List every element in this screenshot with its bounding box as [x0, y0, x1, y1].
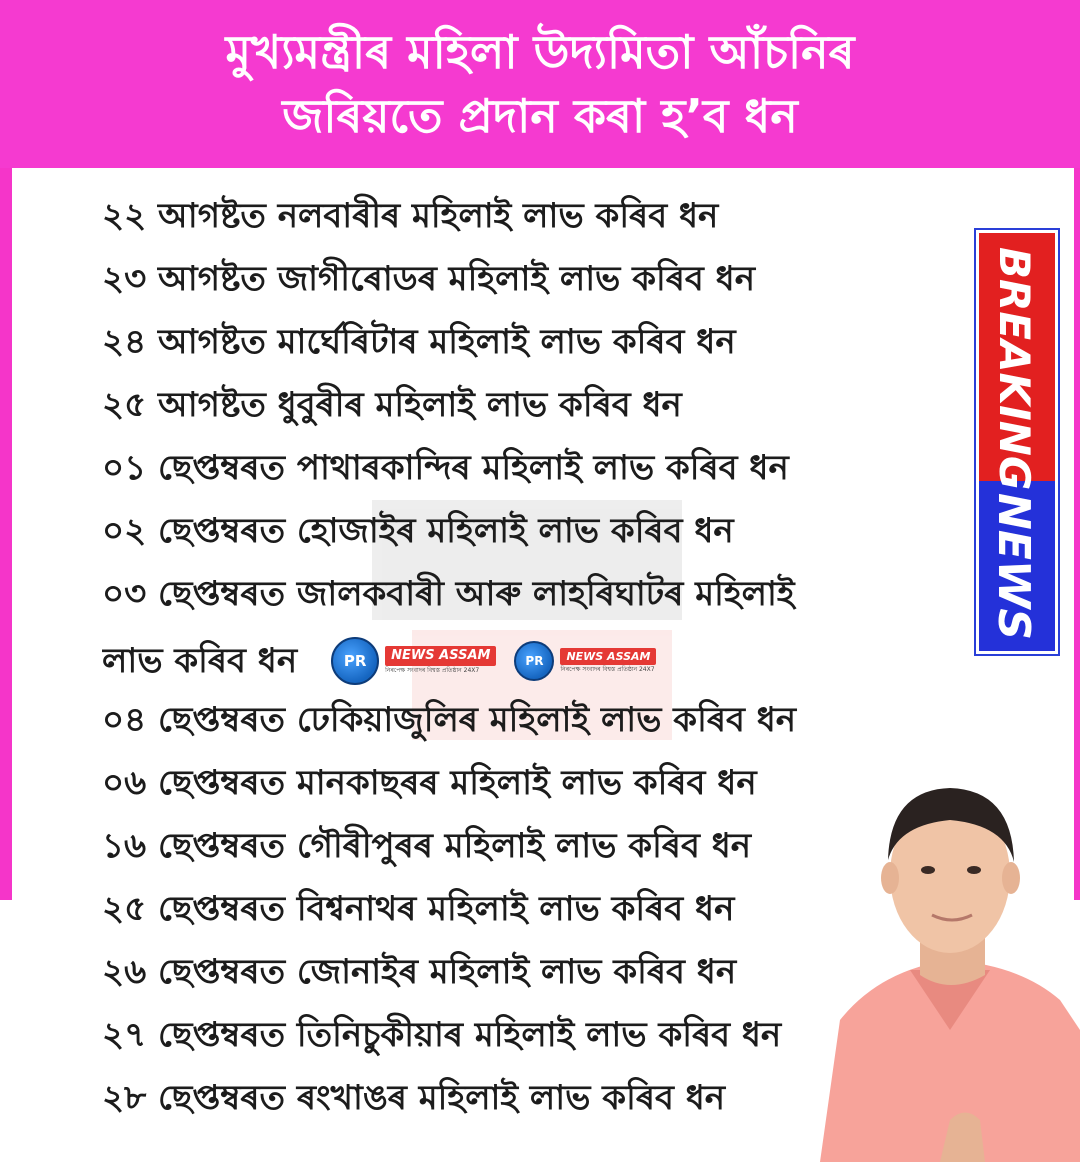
logo-tagline: নিৰপেক্ষ সংবাদৰ বিশ্বস্ত প্ৰতিষ্ঠান 24X7	[560, 665, 655, 673]
schedule-row: ২৫ ছেপ্তম্বৰত বিশ্বনাথৰ মহিলাই লাভ কৰিব ধন	[102, 889, 735, 929]
logo-name: NEWS ASSAM	[560, 648, 656, 665]
schedule-row: ০৪ ছেপ্তম্বৰত ঢেকিয়াজুলিৰ মহিলাই লাভ কৰিব ধন	[102, 700, 797, 740]
breaking-news-banner	[976, 230, 1058, 654]
headline-line-2: জৰিয়তে প্ৰদান কৰা হ’ব ধন	[282, 89, 798, 143]
schedule-row: ২৬ ছেপ্তম্বৰত জোনাইৰ মহিলাই লাভ কৰিব ধন	[102, 952, 737, 992]
pr-badge-icon: PR	[331, 637, 379, 685]
schedule-row: ২৮ ছেপ্তম্বৰত ৰংখাঙৰ মহিলাই লাভ কৰিব ধন	[102, 1078, 726, 1118]
schedule-row: ০১ ছেপ্তম্বৰত পাথাৰকান্দিৰ মহিলাই লাভ কৰিব ধন	[102, 448, 789, 488]
schedule-row: ২৩ আগষ্টত জাগীৰোডৰ মহিলাই লাভ কৰিব ধন	[102, 259, 756, 299]
schedule-row: ২৪ আগষ্টত মাৰ্ঘেৰিটাৰ মহিলাই লাভ কৰিব ধন	[102, 322, 736, 362]
headline-line-1: মুখ্যমন্ত্ৰীৰ মহিলা উদ্যমিতা আঁচনিৰ	[225, 25, 855, 79]
headline-banner	[0, 0, 1080, 168]
schedule-row: ২৭ ছেপ্তম্বৰত তিনিচুকীয়াৰ মহিলাই লাভ কৰিব ধন	[102, 1015, 782, 1055]
schedule-row-continuation	[102, 629, 982, 692]
logo-name: NEWS ASSAM	[385, 646, 496, 666]
news-assam-logo	[331, 638, 504, 684]
schedule-row: ০৬ ছেপ্তম্বৰত মানকাছৰৰ মহিলাই লাভ কৰিব ধন	[102, 763, 757, 803]
schedule-row: ২২ আগষ্টত নলবাৰীৰ মহিলাই লাভ কৰিব ধন	[102, 196, 719, 236]
pr-badge-icon: PR	[514, 641, 554, 681]
schedule-row: ০২ ছেপ্তম্বৰত হোজাইৰ মহিলাই লাভ কৰিব ধন	[102, 511, 734, 551]
news-label: NEWS	[988, 493, 1039, 641]
schedule-row: ১৬ ছেপ্তম্বৰত গৌৰীপুৰৰ মহিলাই লাভ কৰিব ধন	[102, 826, 752, 866]
news-assam-logo-secondary	[514, 638, 664, 684]
schedule-row: ০৩ ছেপ্তম্বৰত জালকবাৰী আৰু লাহৰিঘাটৰ মহিলাই	[102, 574, 795, 614]
logo-tagline: নিৰপেক্ষ সংবাদৰ বিশ্বস্ত প্ৰতিষ্ঠান 24X7	[385, 667, 480, 674]
breaking-label: BREAKING	[990, 247, 1039, 491]
person-photo	[800, 770, 1080, 1162]
schedule-row-text: লাভ কৰিব ধন	[102, 640, 298, 681]
schedule-row: ২৫ আগষ্টত ধুবুৰীৰ মহিলাই লাভ কৰিব ধন	[102, 385, 682, 425]
